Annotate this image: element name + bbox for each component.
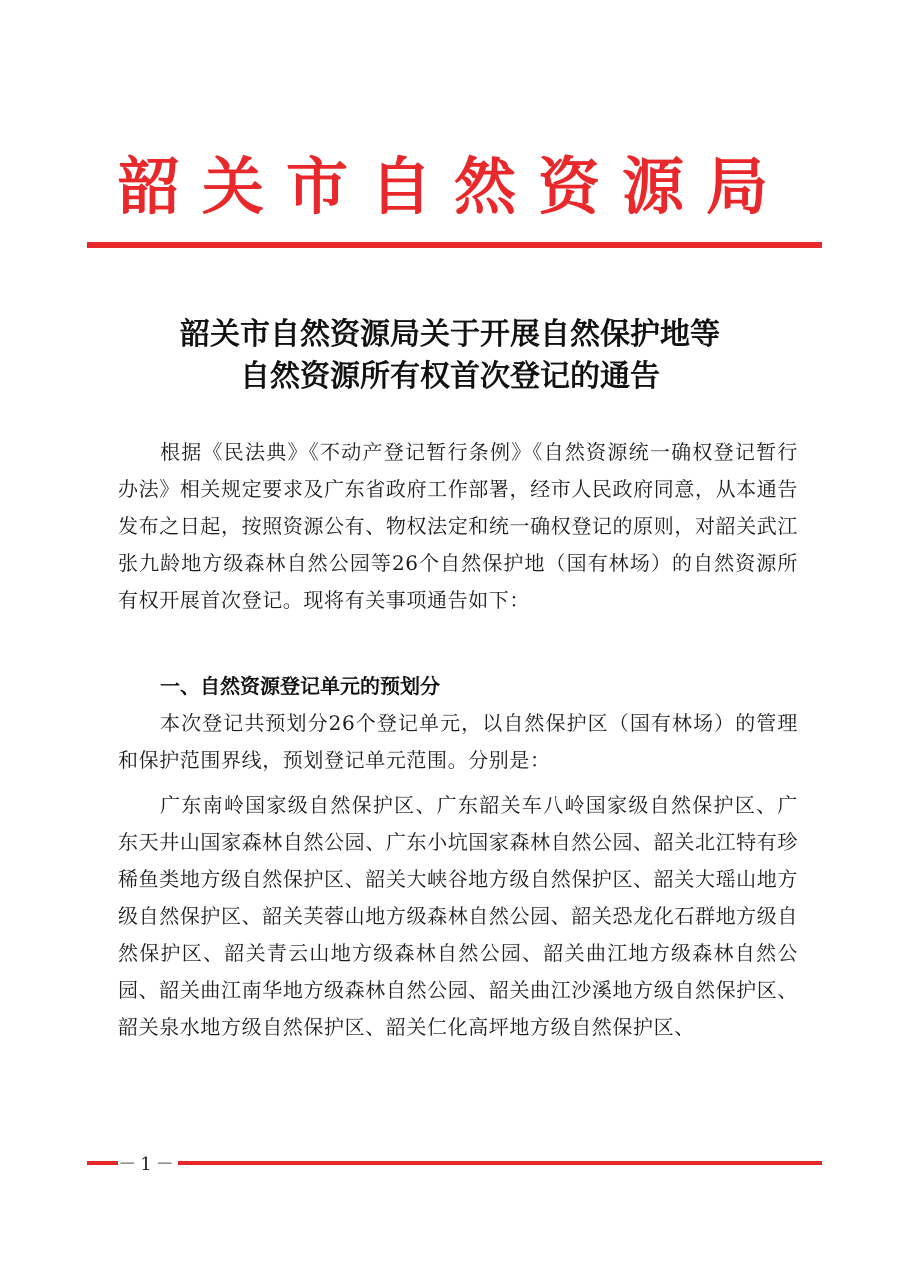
paragraph-unit-list: 广东南岭国家级自然保护区、广东韶关车八岭国家级自然保护区、广东天井山国家森林自然公园、广东小坑国家森林自然公园、韶关北江特有珍稀鱼类地方级自然保护区、韶关大峡谷地方级自然保护区、韶关大瑶山地方级自然保护区、韶关芙蓉山地方级森林自然公园、韶关恐龙化石群地方级自然保护区、韶关青云山地方级森林自然公园、韶关曲江地方级森林自然公园、韶关曲江南华地方级森林自然公园、韶关曲江沙溪地方级自然保护区、韶关泉水地方级自然保护区、韶关仁化高坪地方级自然保护区、	[118, 793, 798, 1039]
section-heading-1: 一、自然资源登记单元的预划分	[160, 674, 440, 698]
page-number: －1－	[118, 1154, 178, 1175]
document-title-line-2: 自然资源所有权首次登记的通告	[240, 359, 660, 394]
document-title-line-1: 韶关市自然资源局关于开展自然保护地等	[180, 317, 720, 352]
agency-masthead: 韶关市自然资源局	[117, 150, 790, 223]
paragraph-units: 本次登记共预划分26个登记单元，以自然保护区（国有林场）的管理和保护范围界线，预划登记单元范围。分别是：	[118, 711, 798, 772]
paragraph-intro: 根据《民法典》《不动产登记暂行条例》《自然资源统一确权登记暂行办法》相关规定要求及广东省政府工作部署，经市人民政府同意，从本通告发布之日起，按照资源公有、物权法定和统一确权登记的原则，对韶关武江张九龄地方级森林自然公园等26个自然保护地（国有林场）的自然资源所有权开展首次登记。现将有关事项通告如下：	[118, 440, 798, 612]
masthead-red-rule	[87, 242, 822, 248]
footer-red-rule	[87, 1161, 822, 1165]
